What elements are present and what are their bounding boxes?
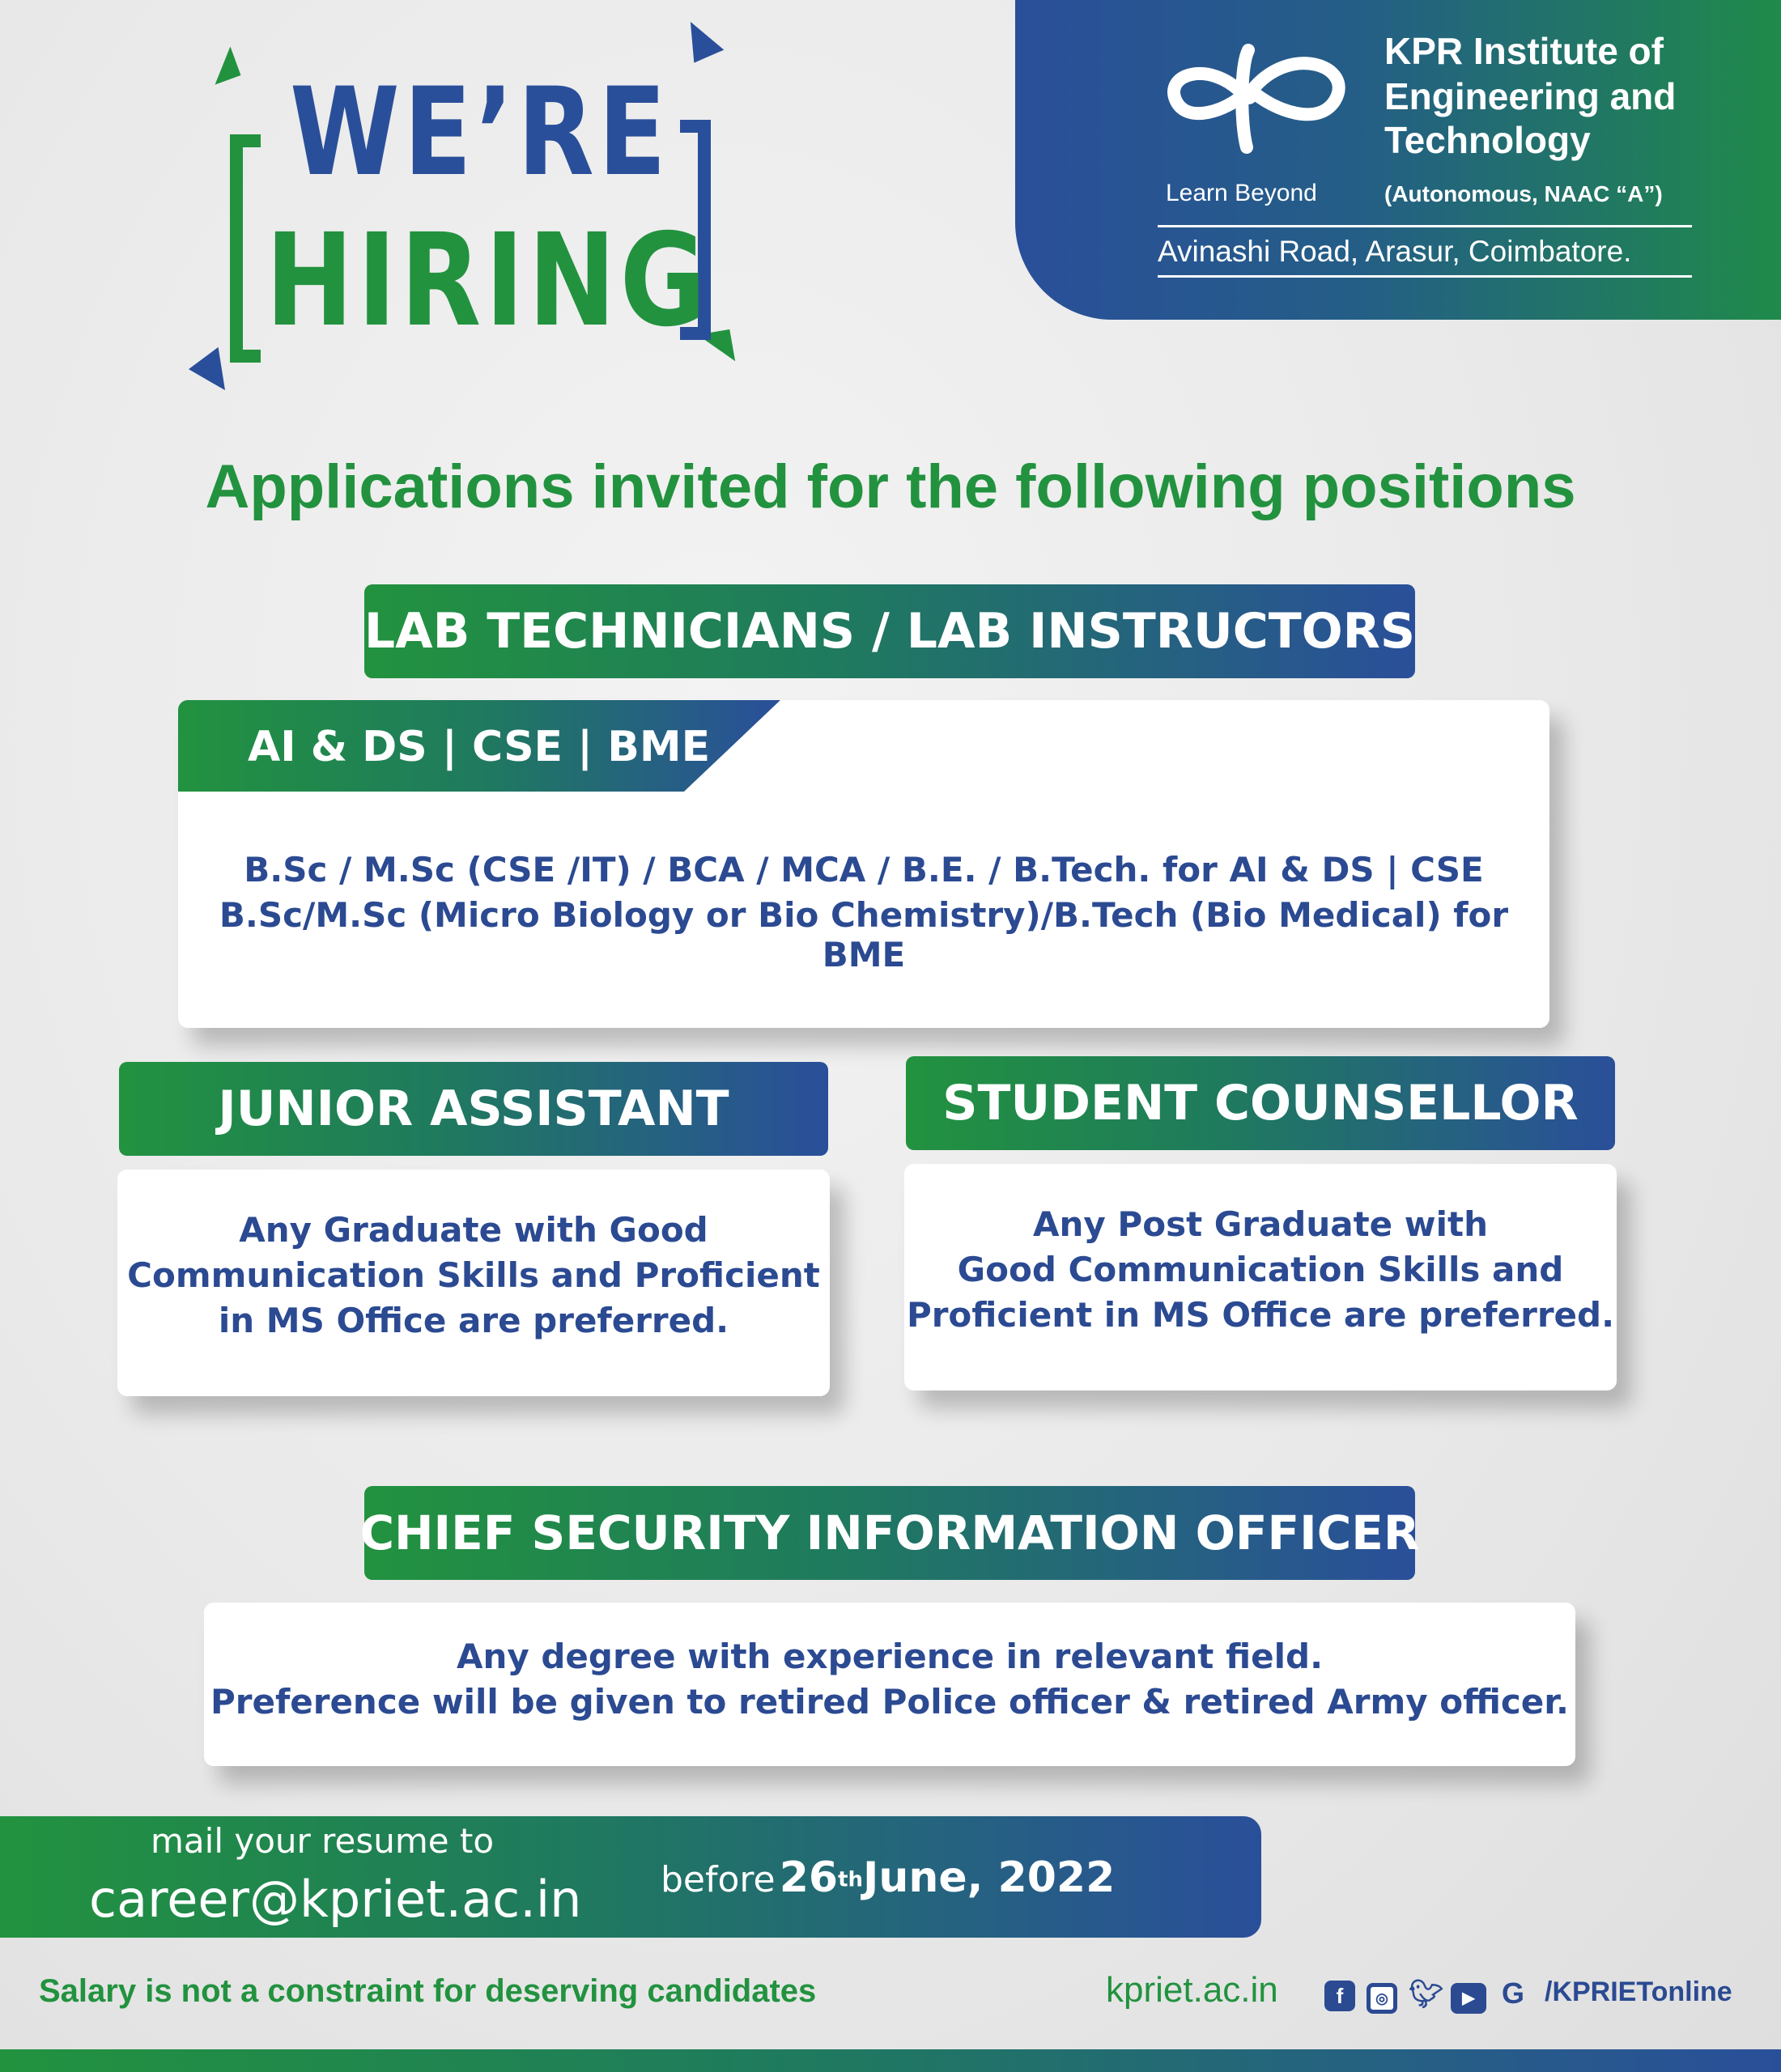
position-title-security: CHIEF SECURITY INFORMATION OFFICER <box>364 1486 1415 1580</box>
page-headline: Applications invited for the following positions <box>205 452 1576 521</box>
institute-name-line2: Engineering and <box>1384 75 1677 117</box>
triangle-top-left-icon <box>205 46 241 84</box>
triangle-top-right-icon <box>672 22 725 72</box>
deadline-month-year: June, 2022 <box>863 1853 1116 1902</box>
google-icon[interactable]: G <box>1501 1976 1524 2010</box>
counsellor-line2: Good Communication Skills and <box>957 1250 1564 1289</box>
institute-name-line1: KPR Institute of <box>1384 30 1664 72</box>
counsellor-line1: Any Post Graduate with <box>1033 1204 1488 1244</box>
kpr-logo-icon <box>1153 34 1363 155</box>
hiring-line2: HIRING <box>266 206 710 355</box>
social-icons <box>1324 1978 1540 2014</box>
institute-tagline: Learn Beyond <box>1166 180 1317 206</box>
position-card-counsellor <box>904 1164 1617 1391</box>
institute-panel <box>1015 0 1781 320</box>
bottom-strip <box>0 2049 1781 2072</box>
institute-address: Avinashi Road, Arasur, Coimbatore. <box>1158 235 1632 268</box>
hiring-graphic <box>194 32 761 388</box>
position-card-junior <box>117 1170 830 1396</box>
position-card-security <box>204 1603 1575 1766</box>
security-line2: Preference will be given to retired Police officer & retired Army officer. <box>210 1682 1569 1722</box>
department-label: AI & DS | CSE | BME <box>248 723 711 771</box>
website-link[interactable]: kpriet.ac.in <box>1106 1970 1278 2010</box>
deadline <box>661 1853 1115 1902</box>
counsellor-line3: Proficient in MS Office are preferred. <box>906 1295 1615 1335</box>
junior-line2: Communication Skills and Proficient <box>127 1255 820 1295</box>
deadline-day-suffix: th <box>838 1867 864 1892</box>
position-title-counsellor: STUDENT COUNSELLOR <box>906 1056 1615 1150</box>
lab-qualification-line2: B.Sc/M.Sc (Micro Biology or Bio Chemistry)/B.Tech (Bio Medical) for BME <box>219 895 1509 974</box>
position-card-lab <box>178 700 1549 1028</box>
youtube-icon[interactable]: ▶ <box>1451 1983 1486 2014</box>
deadline-day: 26 <box>779 1853 839 1902</box>
junior-line3: in MS Office are preferred. <box>218 1301 729 1340</box>
hiring-line1: WE’RE <box>290 62 670 203</box>
bracket-left <box>230 134 261 363</box>
position-title-junior: JUNIOR ASSISTANT <box>119 1062 828 1156</box>
instagram-icon[interactable]: ◎ <box>1367 1983 1397 2014</box>
institute-accreditation: (Autonomous, NAAC “A”) <box>1384 181 1663 206</box>
security-line1: Any degree with experience in relevant field. <box>456 1637 1324 1676</box>
junior-line1: Any Graduate with Good <box>239 1210 708 1250</box>
institute-name-line3: Technology <box>1384 119 1591 161</box>
institute-divider-bottom <box>1158 275 1692 278</box>
email-address[interactable]: career@kpriet.ac.in <box>89 1870 582 1929</box>
lab-qualification-line1: B.Sc / M.Sc (CSE /IT) / BCA / MCA / B.E. / B.Tech. for AI & DS | CSE <box>244 850 1484 890</box>
position-title-lab: LAB TECHNICIANS / LAB INSTRUCTORS <box>364 584 1415 678</box>
social-handle[interactable]: /KPRIETonline <box>1545 1976 1732 2007</box>
twitter-icon[interactable]: 🐦︎ <box>1409 1979 1444 2010</box>
institute-divider-top <box>1158 225 1692 227</box>
mail-label: mail your resume to <box>151 1821 495 1861</box>
deadline-before: before <box>661 1859 776 1900</box>
facebook-icon[interactable]: f <box>1324 1981 1355 2011</box>
salary-note: Salary is not a constraint for deserving candidates <box>39 1973 817 2009</box>
